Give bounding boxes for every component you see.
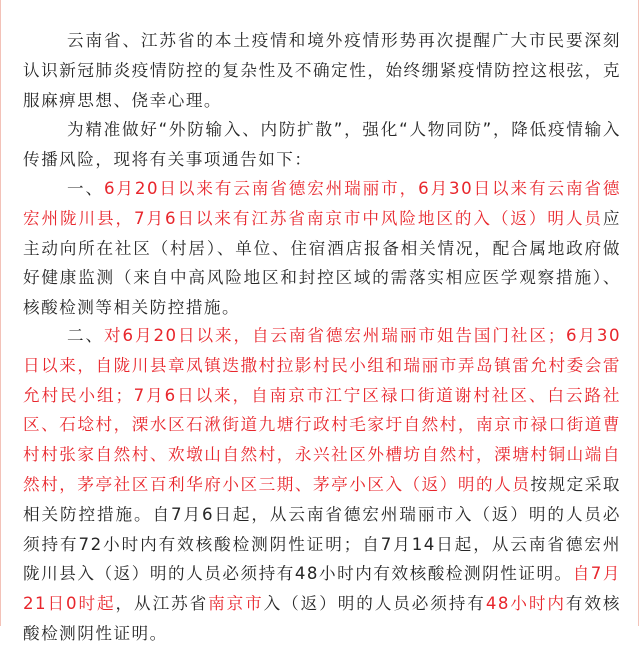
item-2-paragraph bbox=[23, 321, 621, 649]
item-2-date-highlight: 自7月21日0时起 bbox=[23, 564, 621, 614]
item-2-city-highlight: 南京市 bbox=[208, 594, 264, 614]
item-2-text: 按规定采取相关防控措施。自7月6日起，从云南省德宏州瑞丽市入（返）明的人员必须持有72小时内有效核酸检测阴性证明；自7月14日起，从云南省德宏州陇川县入（返）明的人员必须持有48小时内有效核酸检测阴性证明。 bbox=[23, 474, 622, 584]
item-1-paragraph bbox=[23, 174, 621, 323]
item-1-text: 应主动向所在社区（村居）、单位、住宿酒店报备相关情况，配合属地政府做好健康监测（来自中高风险地区和封控区域的需落实相应医学观察措施）、核酸检测等相关防控措施。 bbox=[23, 208, 621, 318]
intro-text: 云南省、江苏省的本土疫情和境外疫情形势再次提醒广大市民要深刻认识新冠肺炎疫情防控的复杂性及不确定性，始终绷紧疫情防控这根弦，克服麻痹思想、侥幸心理。 bbox=[23, 31, 621, 110]
purpose-paragraph bbox=[23, 115, 621, 175]
item-2-highlight: 对6月20日以来，自云南省德宏州瑞丽市姐告国门社区；6月30日以来，自陇川县章凤镇迭撒村拉影村民小组和瑞丽市弄岛镇雷允村委会雷允村民小组；7月6日以来，自南京市江宁区禄口街道谢村社区、白云路社区、石埝村，溧水区石湫街道九塘行政村毛家圩自然村，南京市禄口街道曹村村张家自然村、欢墩山自然村，永兴社区外槽坊自然村，溧塘村铜山端自然村，茅亭社区百利华府小区三期、茅亭小区入（返）明的人员 bbox=[23, 326, 622, 494]
item-1-prefix: 一、 bbox=[67, 179, 104, 198]
intro-paragraph bbox=[23, 26, 621, 115]
item-2-text-4: 有效核酸检测阴性证明。 bbox=[23, 594, 622, 643]
item-1-highlight: 6月20日以来有云南省德宏州瑞丽市，6月30日以来有云南省德宏州陇川县，7月6日以来有江苏省南京市中风险地区的入（返）明人员 bbox=[23, 179, 622, 228]
item-2-hours-highlight: 48小时内 bbox=[485, 594, 566, 614]
purpose-text: 为精准做好“外防输入、内防扩散”，强化“人物同防”，降低疫情输入传播风险，现将有关事项通告如下： bbox=[23, 120, 621, 169]
item-2-text-3: 入（返）明的人员必须持有 bbox=[263, 594, 486, 614]
item-2-text-2: ，从江苏省 bbox=[115, 594, 209, 614]
item-2-prefix: 二、 bbox=[67, 326, 104, 345]
